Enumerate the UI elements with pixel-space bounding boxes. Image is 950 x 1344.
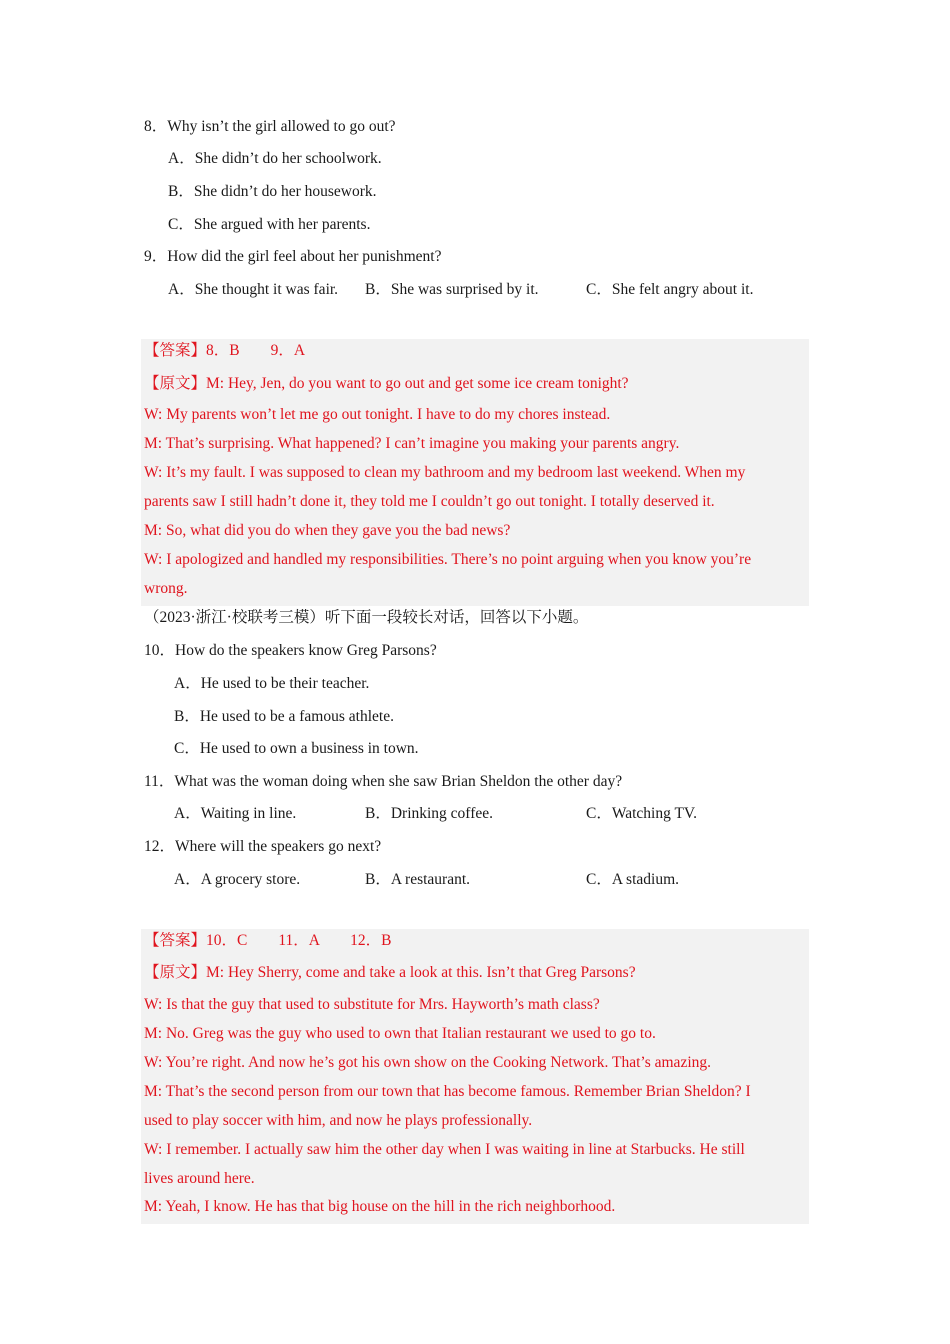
transcript-2-line: W: Is that the guy that used to substitute for Mrs. Hayworth’s math class?: [144, 996, 600, 1013]
transcript-1-line: W: My parents won’t let me go out tonight. I have to do my chores instead.: [144, 406, 611, 423]
transcript-2-line: 【原文】M: Hey Sherry, come and take a look at this. Isn’t that Greg Parsons?: [144, 964, 636, 981]
section-2-intro: （2023·浙江·校联考三模）听下面一段较长对话，回答以下小题。: [144, 609, 589, 626]
question-9: 9．How did the girl feel about her punishment?: [144, 248, 442, 265]
answer-line-2: 【答案】10．C 11．A 12．B: [144, 932, 392, 949]
transcript-1-line: M: That’s surprising. What happened? I can’t imagine you making your parents angry.: [144, 435, 680, 452]
transcript-2-line: M: Yeah, I know. He has that big house on the hill in the rich neighborhood.: [144, 1198, 616, 1215]
q10-option-a: A．He used to be their teacher.: [174, 675, 370, 692]
q12-option-a: A．A grocery store.: [174, 871, 301, 888]
q10-option-c: C．He used to own a business in town.: [174, 740, 419, 757]
q11-option-c: C．Watching TV.: [586, 805, 697, 822]
q9-option-a: A．She thought it was fair.: [168, 281, 339, 298]
question-8: 8．Why isn’t the girl allowed to go out?: [144, 118, 396, 135]
transcript-2-line: W: You’re right. And now he’s got his own show on the Cooking Network. That’s amazing.: [144, 1054, 711, 1071]
transcript-2-line: W: I remember. I actually saw him the other day when I was waiting in line at Starbucks. He still: [144, 1141, 745, 1158]
q11-option-a: A．Waiting in line.: [174, 805, 297, 822]
q8-option-a: A．She didn’t do her schoolwork.: [168, 150, 382, 167]
q11-option-b: B．Drinking coffee.: [365, 805, 493, 822]
q8-option-c: C．She argued with her parents.: [168, 216, 371, 233]
question-11: 11．What was the woman doing when she saw Brian Sheldon the other day?: [144, 773, 623, 790]
q12-option-c: C．A stadium.: [586, 871, 680, 888]
question-12: 12．Where will the speakers go next?: [144, 838, 382, 855]
q9-option-b: B．She was surprised by it.: [365, 281, 539, 298]
transcript-1-line: W: It’s my fault. I was supposed to clean my bathroom and my bedroom last weekend. When my: [144, 464, 746, 481]
q8-option-b: B．She didn’t do her housework.: [168, 183, 377, 200]
transcript-2-line: lives around here.: [144, 1170, 255, 1187]
transcript-1-line: wrong.: [144, 580, 188, 597]
transcript-2-line: used to play soccer with him, and now he plays professionally.: [144, 1112, 533, 1129]
q12-option-b: B．A restaurant.: [365, 871, 471, 888]
q9-option-c: C．She felt angry about it.: [586, 281, 754, 298]
transcript-1-line: M: So, what did you do when they gave you the bad news?: [144, 522, 511, 539]
q10-option-b: B．He used to be a famous athlete.: [174, 708, 394, 725]
question-10: 10．How do the speakers know Greg Parsons?: [144, 642, 437, 659]
transcript-2-line: M: That’s the second person from our town that has become famous. Remember Brian Sheldon? I: [144, 1083, 751, 1100]
answer-line-1: 【答案】8．B 9．A: [144, 342, 306, 359]
transcript-1-line: W: I apologized and handled my responsibilities. There’s no point arguing when you know you’re: [144, 551, 752, 568]
transcript-1-line: 【原文】M: Hey, Jen, do you want to go out and get some ice cream tonight?: [144, 375, 629, 392]
transcript-1-line: parents saw I still hadn’t done it, they told me I couldn’t go out tonight. I totally deserved it.: [144, 493, 715, 510]
transcript-2-line: M: No. Greg was the guy who used to own that Italian restaurant we used to go to.: [144, 1025, 656, 1042]
